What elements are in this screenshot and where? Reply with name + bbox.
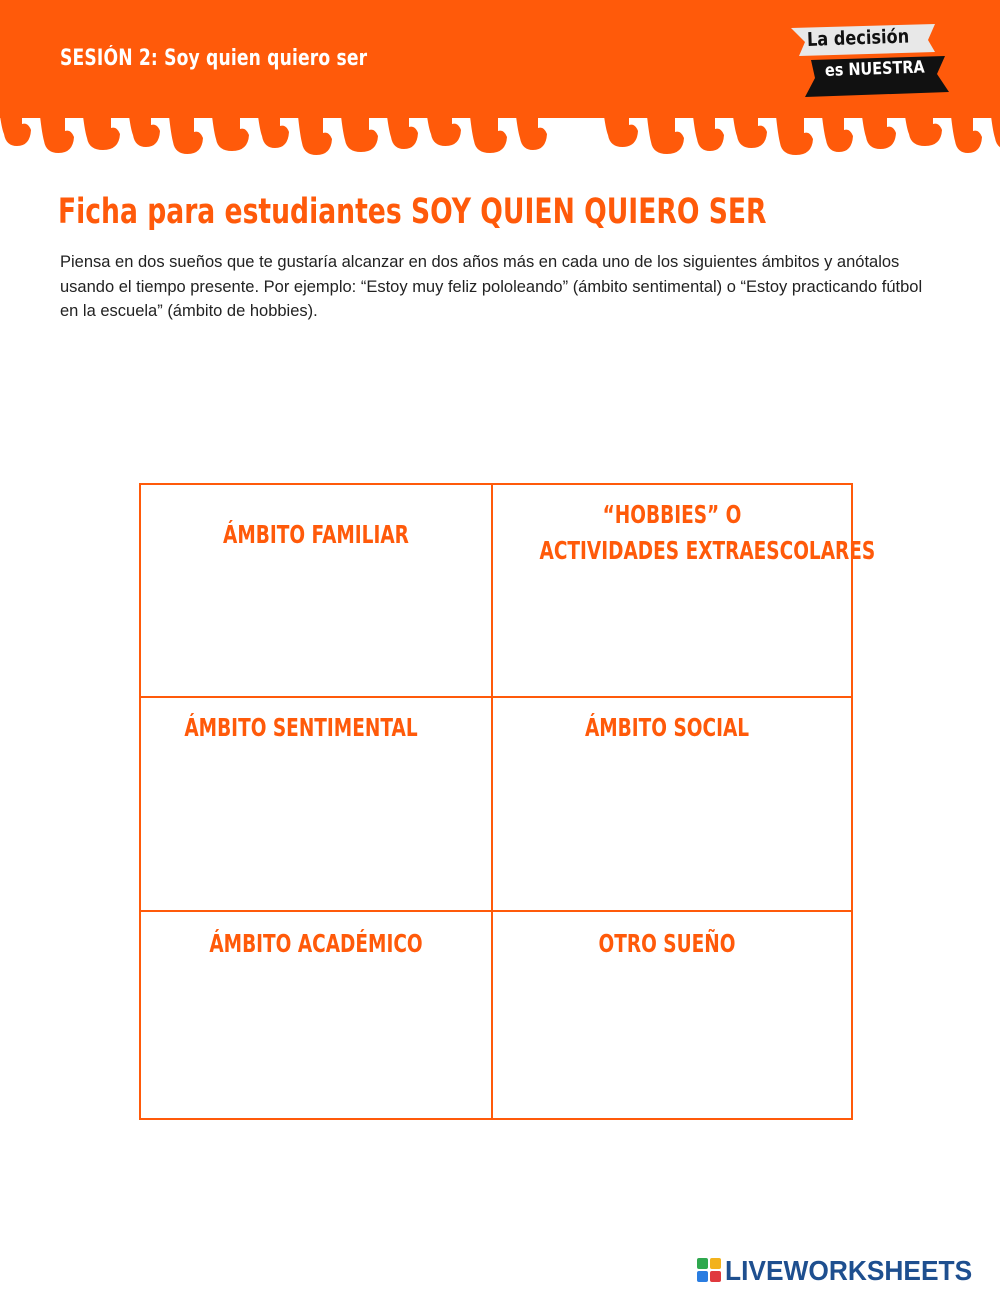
brand-text-bottom: es NUESTRA — [824, 57, 926, 81]
header-drip-decoration — [0, 108, 1000, 164]
cell-familiar — [141, 485, 493, 698]
cell-label-social: ÁMBITO SOCIAL — [584, 713, 750, 742]
cell-label-academico: ÁMBITO ACADÉMICO — [209, 929, 423, 958]
cell-hobbies — [493, 485, 876, 698]
liveworksheets-wordmark: LIVEWORKSHEETS — [725, 1255, 973, 1286]
cell-otro — [493, 912, 851, 1118]
cell-academico — [141, 912, 493, 1118]
brand-logo — [785, 22, 955, 102]
cell-label-otro: OTRO SUEÑO — [598, 929, 736, 958]
brand-text-top: La decisión — [806, 25, 910, 51]
cell-label-familiar: ÁMBITO FAMILIAR — [223, 520, 409, 549]
cell-label-hobbies-line2: ACTIVIDADES EXTRAESCOLARES — [539, 536, 876, 565]
session-title: SESIÓN 2: Soy quien quiero ser — [60, 46, 368, 71]
cell-label-sentimental: ÁMBITO SENTIMENTAL — [184, 713, 418, 742]
liveworksheets-badge-icon — [697, 1258, 721, 1282]
cell-sentimental — [141, 698, 493, 912]
dreams-grid — [139, 483, 876, 1120]
instructions-paragraph: Piensa en dos sueños que te gustaría alcanzar en dos años más en cada uno de los siguientes ámbitos y anótalos usando el tiempo presente. Por ejemplo: “Estoy muy feliz pololeando” (ámbito sentimental) o “Estoy practicando fútbol en la escuela” (ámbito de hobbies). — [60, 253, 923, 320]
cell-label-hobbies-line1: “HOBBIES” O — [602, 500, 742, 529]
cell-social — [493, 698, 851, 912]
liveworksheets-logo — [697, 1256, 997, 1286]
worksheet-title: Ficha para estudiantes SOY QUIEN QUIERO SER — [58, 192, 767, 232]
